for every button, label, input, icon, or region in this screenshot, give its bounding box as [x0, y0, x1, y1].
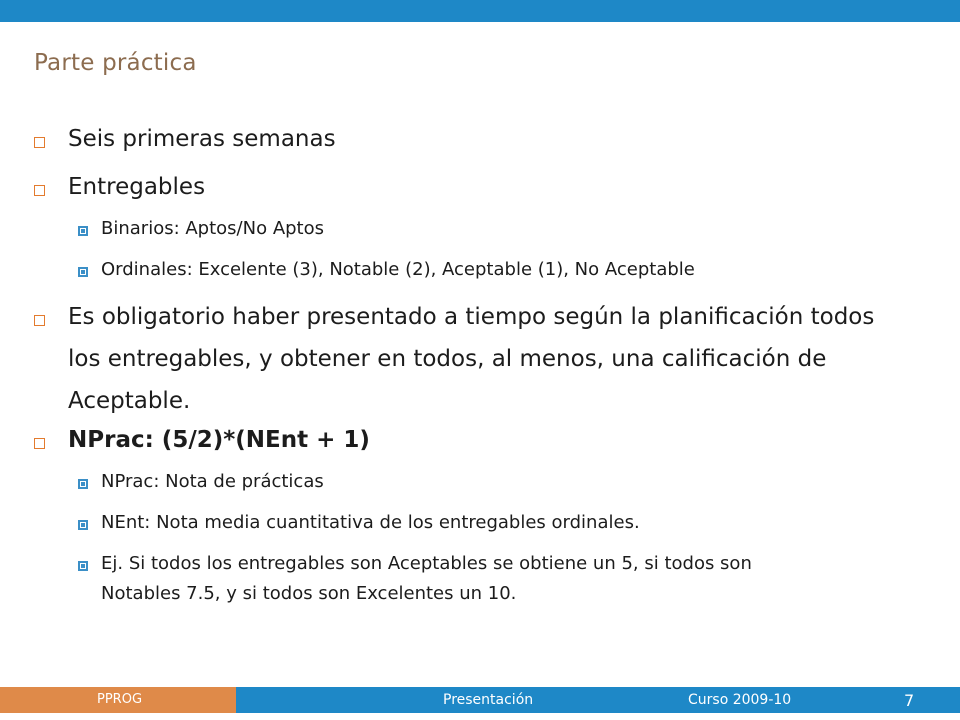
formula-bullet-text: NPrac: (5/2)*(NEnt + 1): [68, 427, 370, 453]
sub-bullet-item: [78, 471, 858, 497]
sub-bullet-text: Binarios: Aptos/No Aptos: [101, 218, 325, 239]
footer-right-bar: [236, 687, 960, 713]
footer-left-bar: [0, 687, 236, 713]
sub-bullet-text: NPrac: Nota de prácticas: [101, 471, 324, 492]
filled-square-bullet-icon: [78, 479, 88, 489]
square-bullet-icon: [34, 315, 45, 326]
bullet-text: Es obligatorio haber presentado a tiempo según la planificación todos los entregables, y obtener en todos, al menos, una calificación de Aceptable.: [68, 304, 875, 414]
top-accent-bar: [0, 0, 960, 22]
filled-square-bullet-icon: [78, 561, 88, 571]
bullet-item: [34, 304, 914, 422]
filled-square-bullet-icon: [78, 520, 88, 530]
sub-bullet-text: Ordinales: Excelente (3), Notable (2), Aceptable (1), No Aceptable: [101, 259, 695, 280]
sub-bullet-item: [78, 553, 858, 609]
bullet-text: Entregables: [68, 174, 206, 200]
sub-bullet-item: [78, 512, 858, 538]
page-number: 7: [904, 691, 915, 710]
bullet-item: [34, 174, 914, 208]
footer-course-year: Curso 2009-10: [688, 692, 792, 708]
sub-bullet-text: Ej. Si todos los entregables son Aceptables se obtiene un 5, si todos son Notables 7.5, y si todos son Excelentes un 10.: [101, 553, 752, 604]
footer-section-label: Presentación: [443, 692, 534, 708]
bullet-item: [34, 126, 914, 160]
sub-bullet-item: [78, 218, 858, 244]
square-bullet-icon: [34, 438, 45, 449]
sub-bullet-item: [78, 259, 858, 285]
bullet-text: Seis primeras semanas: [68, 126, 336, 152]
footer-course-code: PPROG: [97, 692, 143, 707]
square-bullet-icon: [34, 185, 45, 196]
slide-title: Parte práctica: [34, 50, 197, 76]
sub-bullet-text: NEnt: Nota media cuantitativa de los entregables ordinales.: [101, 512, 640, 533]
filled-square-bullet-icon: [78, 267, 88, 277]
bullet-item: [34, 427, 914, 461]
square-bullet-icon: [34, 137, 45, 148]
filled-square-bullet-icon: [78, 226, 88, 236]
